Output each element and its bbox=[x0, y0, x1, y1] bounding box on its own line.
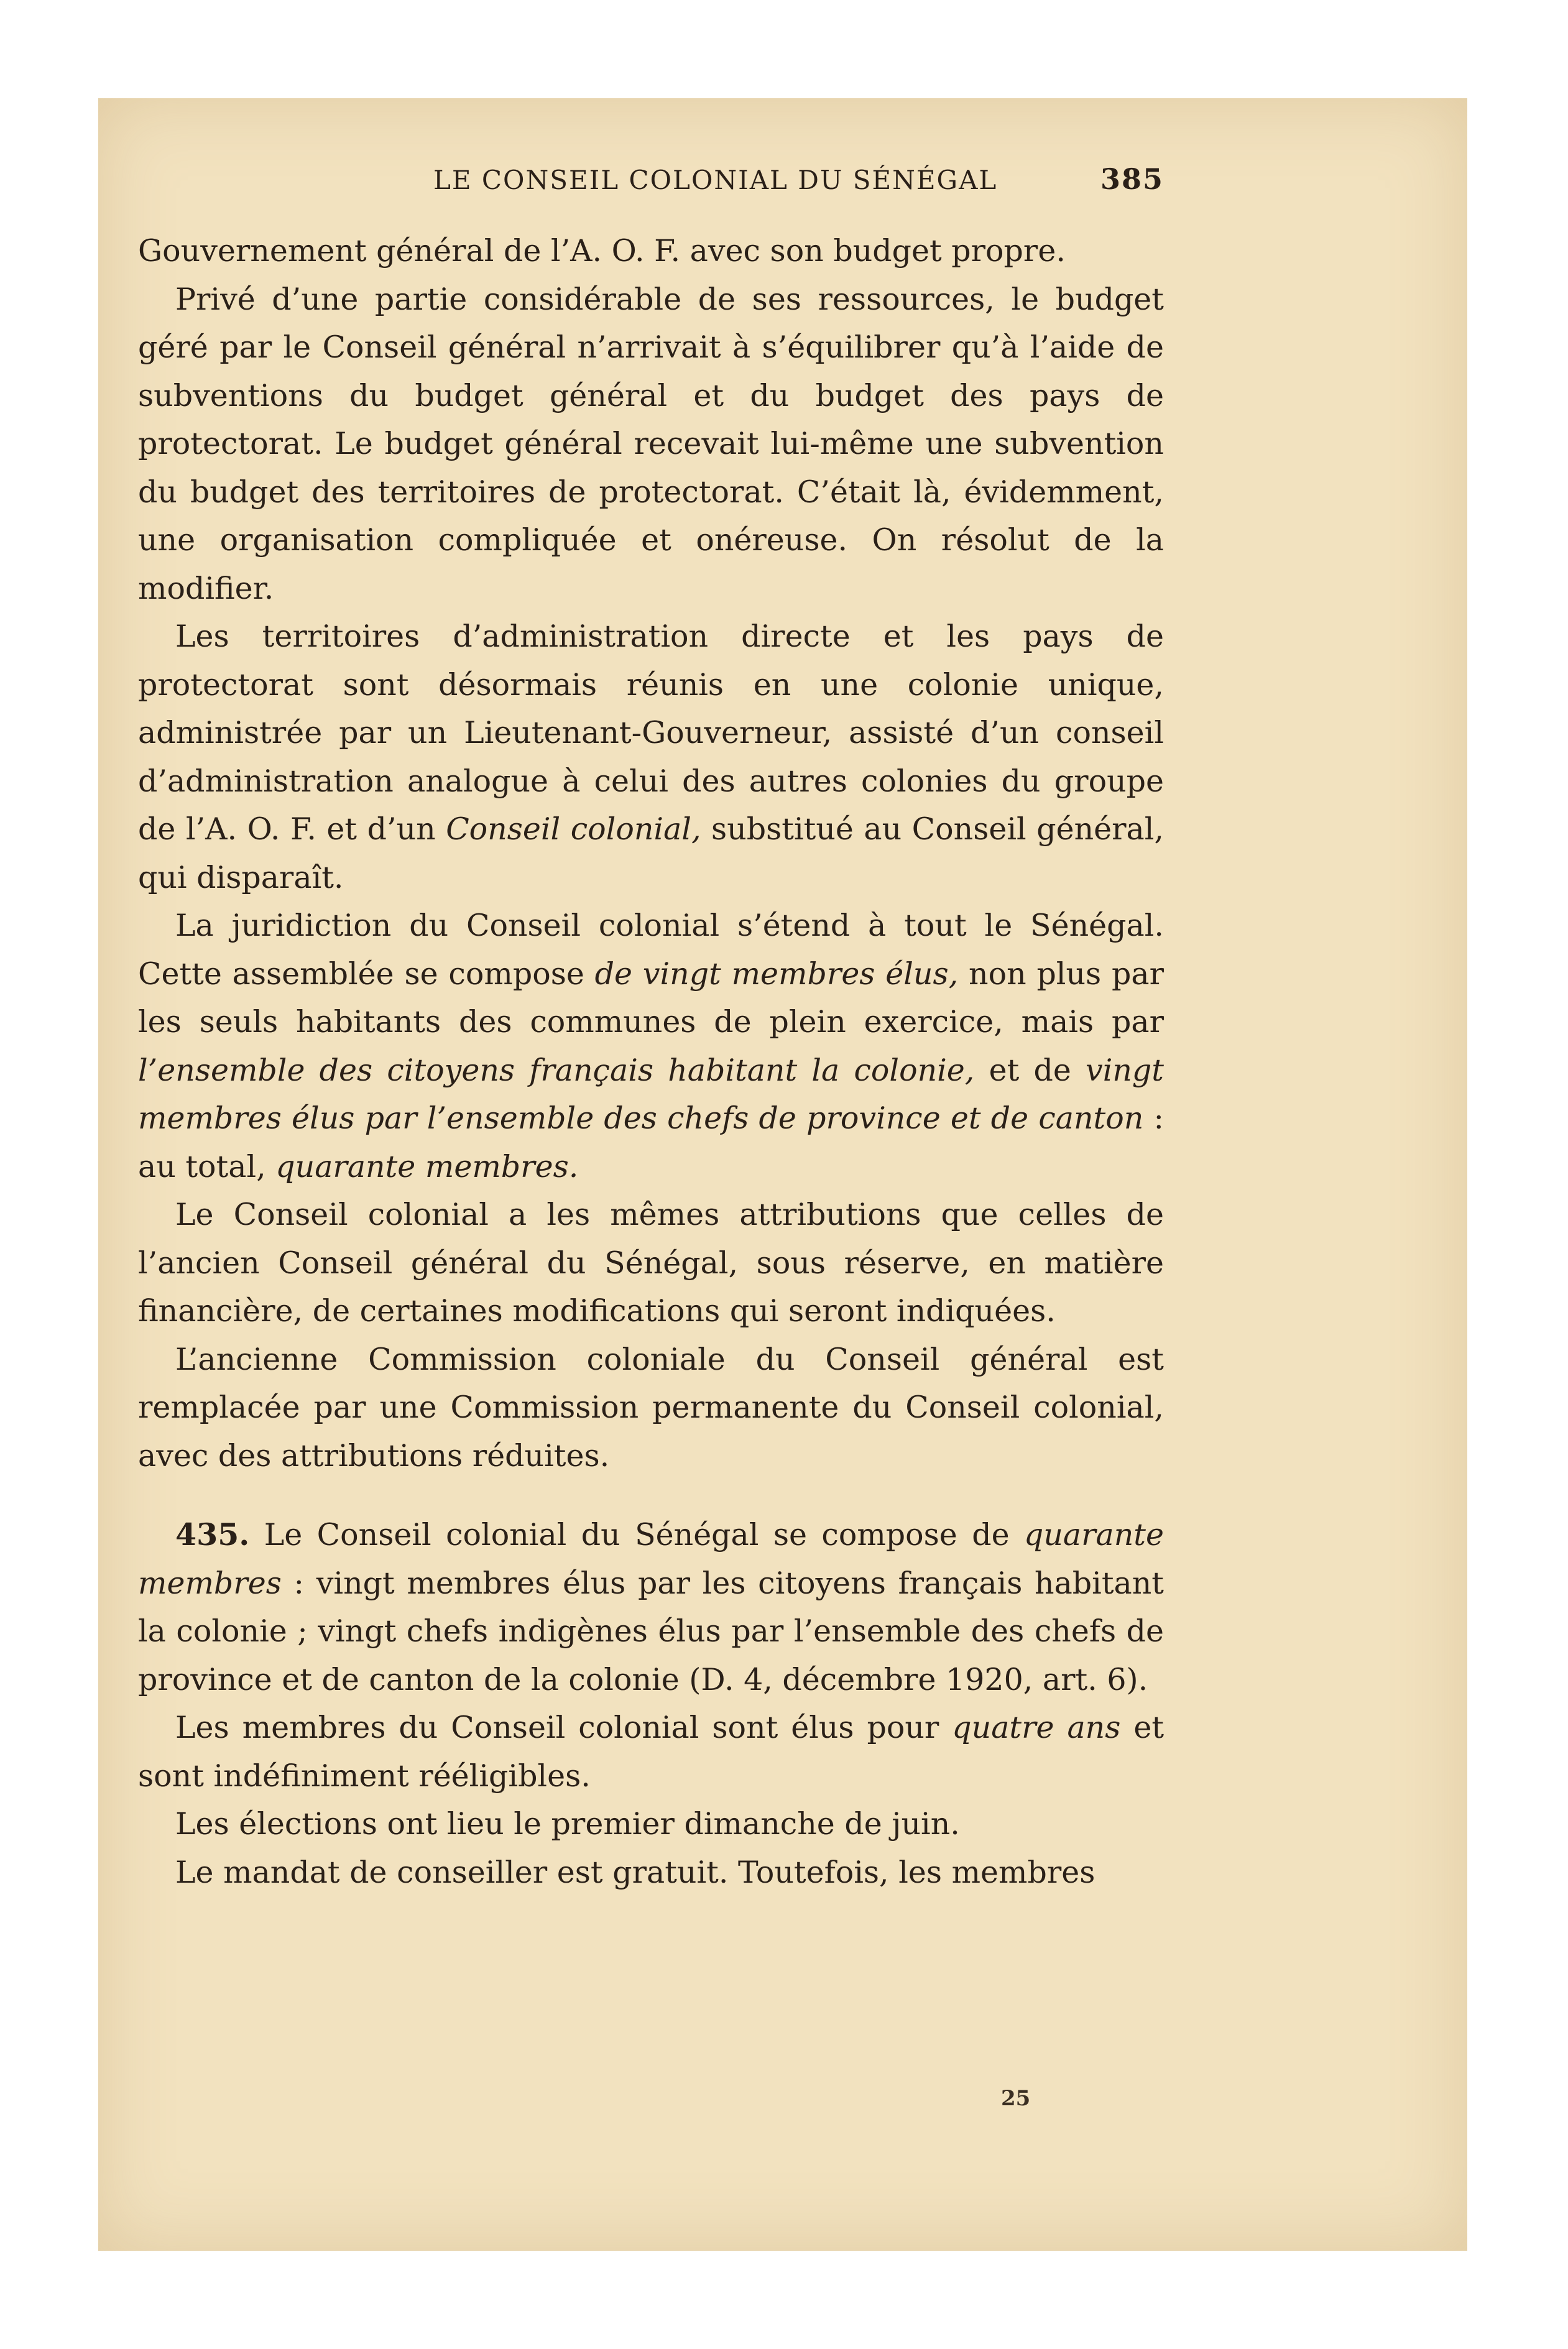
paragraph bbox=[138, 1336, 1164, 1480]
text-segment: Le Conseil colonial du Sénégal se compose de bbox=[249, 1517, 1024, 1553]
text-segment: non plus par les seuls habitants des communes de plein exercice, mais par bbox=[138, 956, 1164, 1040]
text-segment: Les élections ont lieu le premier dimanche de juin. bbox=[175, 1806, 960, 1842]
text-segment: et sont indéfiniment rééligibles. bbox=[138, 1710, 1164, 1794]
text-segment: : au total, bbox=[138, 1101, 1164, 1184]
paragraph bbox=[138, 275, 1164, 613]
text-segment: Privé d’une partie considérable de ses ressources, le budget géré par le Conseil général n’arrivait à s’équilibrer qu’à l’aide de subventions du budget général et du budget des pays de protectorat. Le budget général recevait lui-même une subvention du budget des territoires de protectorat. C’était là, évidemment, une organisation compliquée et onéreuse. On résolut de la modifier. bbox=[138, 281, 1164, 606]
running-header bbox=[138, 159, 1164, 196]
italic-text: quatre ans bbox=[952, 1710, 1121, 1745]
italic-text: Conseil colonial, bbox=[446, 811, 701, 847]
article-paragraph bbox=[138, 1511, 1164, 1704]
paragraph bbox=[138, 1800, 1164, 1848]
paragraph bbox=[138, 902, 1164, 1191]
text-segment: Le mandat de conseiller est gratuit. Toutefois, les membres bbox=[175, 1854, 1095, 1890]
italic-text: l’ensemble des citoyens français habitant la colonie, bbox=[138, 1052, 975, 1088]
text-segment: substitué au Conseil général, qui disparaît. bbox=[138, 811, 1164, 895]
text-segment: Le Conseil colonial a les mêmes attributions que celles de l’ancien Conseil général du Sénégal, sous réserve, en matière financière, de certaines modifications qui seront indiquées. bbox=[138, 1197, 1164, 1329]
text-segment: La juridiction du Conseil colonial s’étend à tout le Sénégal. Cette assemblée se compose bbox=[138, 908, 1164, 992]
signature-mark: 25 bbox=[1001, 2086, 1031, 2111]
italic-text: quarante membres bbox=[138, 1517, 1164, 1601]
running-title: LE CONSEIL COLONIAL DU SÉNÉGAL bbox=[433, 165, 998, 195]
page-number: 385 bbox=[1100, 162, 1164, 196]
text-segment: Les membres du Conseil colonial sont élus pour bbox=[175, 1710, 952, 1745]
article-number: 435. bbox=[175, 1516, 250, 1553]
italic-text: vingt membres élus par l’ensemble des chefs de province et de canton bbox=[138, 1052, 1164, 1136]
paragraph bbox=[138, 612, 1164, 902]
document-page bbox=[138, 159, 1164, 1896]
text-segment: L’ancienne Commission coloniale du Conseil général est remplacée par une Commission permanente du Conseil colonial, avec des attributions réduites. bbox=[138, 1341, 1164, 1474]
paragraph bbox=[138, 1848, 1164, 1897]
text-segment: Gouvernement général de l’A. O. F. avec son budget propre. bbox=[138, 233, 1066, 269]
text-segment: Les territoires d’administration directe et les pays de protectorat sont désormais réunis en une colonie unique, administrée par un Lieutenant-Gouverneur, assisté d’un conseil d’administration analogue à celui des autres colonies du groupe de l’A. O. F. et d’un bbox=[138, 619, 1164, 847]
paragraph bbox=[138, 1704, 1164, 1800]
paragraph bbox=[138, 1191, 1164, 1336]
italic-text: quarante membres. bbox=[275, 1148, 579, 1184]
italic-text: de vingt membres élus, bbox=[594, 956, 959, 992]
text-segment: : vingt membres élus par les citoyens français habitant la colonie ; vingt chefs indigènes élus par l’ensemble des chefs de province et de canton de la colonie (D. 4, décembre 1920, art. 6). bbox=[138, 1565, 1164, 1697]
text-segment: et de bbox=[974, 1052, 1086, 1088]
body-text bbox=[138, 227, 1164, 1896]
paragraph bbox=[138, 227, 1164, 275]
